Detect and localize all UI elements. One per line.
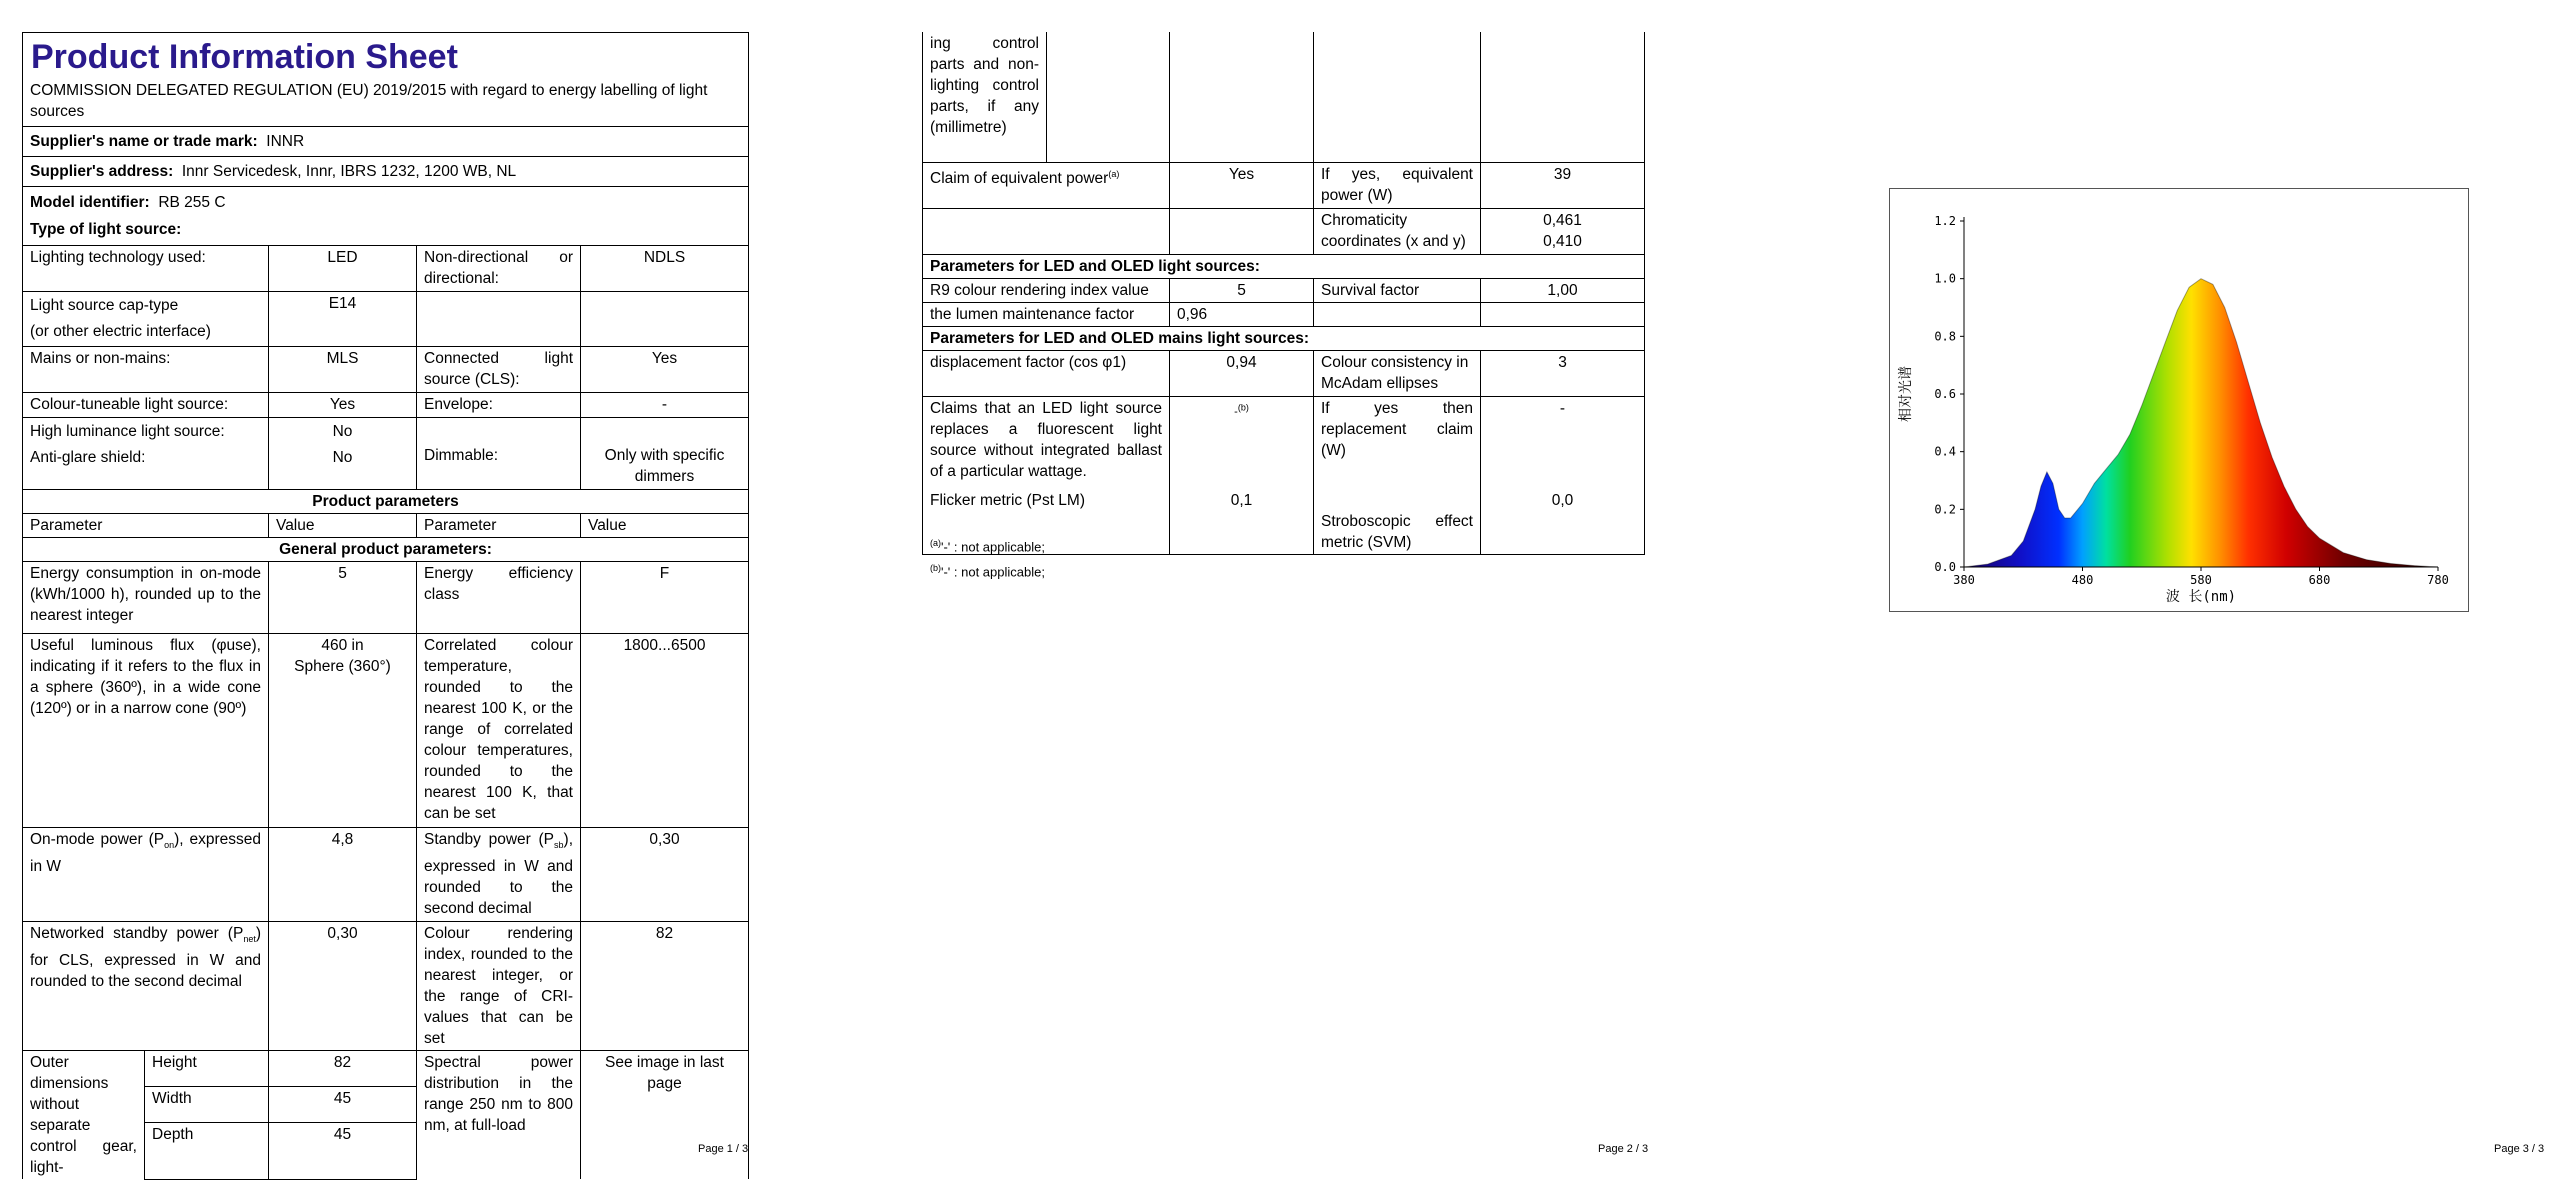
page-number-1: Page 1 / 3 xyxy=(698,1143,749,1155)
cls-label: Connected light source (CLS): xyxy=(417,347,581,393)
type-label: Type of light source: xyxy=(23,215,749,246)
outer-dimensions-label: Outer dimensions without separate control gear, light- xyxy=(23,1051,145,1180)
spectrum-area xyxy=(1964,279,2438,567)
spd-label: Spectral power distribution in the range 250 nm to 800 nm, at full-load xyxy=(417,1051,581,1180)
page-number-2: Page 2 / 3 xyxy=(1598,1143,1649,1155)
flicker-value: 0,1 xyxy=(1230,492,1253,510)
led-mains-params-heading: Parameters for LED and OLED mains light sources: xyxy=(923,326,1645,350)
standby-label-b: ), expressed in W and rounded to the second decimal xyxy=(424,831,573,918)
y-tick-label: 1.2 xyxy=(1934,214,1956,228)
luminous-flux-label: Useful luminous flux (φuse), indicating if it refers to the flux in a sphere (360º), in a wide cone (120º) or in a narrow cone (90º) xyxy=(23,634,269,828)
cap-value: E14 xyxy=(269,292,417,347)
claims-value: - xyxy=(1234,406,1238,419)
displacement-value: 0,94 xyxy=(1170,350,1314,396)
supplier-name: INNR xyxy=(266,133,305,150)
cct-value: 1800...6500 xyxy=(581,634,749,828)
supplier-address-label: Supplier's address: xyxy=(30,163,174,180)
y-tick-label: 0.6 xyxy=(1934,387,1956,401)
replacement-label: If yes then replacement claim (W) xyxy=(1321,399,1473,459)
page-number-3: Page 3 / 3 xyxy=(2494,1143,2545,1155)
envelope-label: Envelope: xyxy=(417,393,581,418)
mains-value: MLS xyxy=(269,347,417,393)
dimmable-value: Only with specific dimmers xyxy=(581,418,749,490)
footnote-a-text: '-' : not applicable; xyxy=(941,539,1045,555)
regulation-text: COMMISSION DELEGATED REGULATION (EU) 2019/2015 with regard to energy labelling of light sources xyxy=(23,79,749,127)
tuneable-label: Colour-tuneable light source: xyxy=(23,393,269,418)
spd-value: See image in last page xyxy=(581,1051,749,1180)
high-lum-value: No xyxy=(332,423,353,440)
netstandby-label-b: ) for CLS, expressed in W and rounded to the second decimal xyxy=(30,925,261,991)
x-axis-label: 波 长(nm) xyxy=(2165,589,2237,605)
col-parameter-2: Parameter xyxy=(417,514,581,538)
page-title: Product Information Sheet xyxy=(31,38,458,76)
consistency-label: Colour consistency in McAdam ellipses xyxy=(1314,350,1481,396)
chromaticity-label: Chromaticity coordinates (x and y) xyxy=(1314,208,1481,254)
supplier-name-label: Supplier's name or trade mark: xyxy=(30,133,258,150)
dimmable-label: Dimmable: xyxy=(417,418,581,490)
led-params-heading: Parameters for LED and OLED light sources: xyxy=(923,254,1645,278)
efficiency-class-label: Energy efficiency class xyxy=(417,562,581,634)
x-tick-label: 780 xyxy=(2427,573,2449,587)
flicker-label: Flicker metric (Pst LM) xyxy=(930,491,1085,509)
energy-consumption-label: Energy consumption in on-mode (kWh/1000 h), rounded up to the nearest integer xyxy=(23,562,269,634)
footnote-a-mark: (a) xyxy=(930,538,941,548)
efficiency-class-value: F xyxy=(581,562,749,634)
r9-label: R9 colour rendering index value xyxy=(923,278,1170,302)
equiv-power-claim-value: Yes xyxy=(1170,162,1314,208)
claims-sup: (b) xyxy=(1237,402,1249,413)
displacement-label: displacement factor (cos φ1) xyxy=(923,350,1170,396)
equiv-power-claim-label: Claim of equivalent power xyxy=(930,169,1109,187)
page-1 xyxy=(0,0,760,1176)
col-value-2: Value xyxy=(581,514,749,538)
footnote-a xyxy=(930,538,1045,554)
supplier-address: Innr Servicedesk, Innr, IBRS 1232, 1200 WB, NL xyxy=(181,163,517,180)
survival-value: 1,00 xyxy=(1481,278,1645,302)
onmode-label-b: ), expressed in W xyxy=(30,831,261,876)
lighting-tech-value: LED xyxy=(269,246,417,292)
standby-value: 0,30 xyxy=(581,828,749,922)
equiv-power-label: If yes, equivalent power (W) xyxy=(1314,162,1481,208)
equiv-power-claim-sup: (a) xyxy=(1108,168,1120,179)
depth-label: Depth xyxy=(145,1122,269,1179)
y-tick-label: 1.0 xyxy=(1934,271,1956,286)
footnote-b-mark: (b) xyxy=(930,563,941,573)
continued-label: ing control parts and non-lighting control parts, if any (millimetre) xyxy=(923,32,1047,162)
y-tick-label: 0.0 xyxy=(1934,560,1956,574)
y-tick-label: 0.4 xyxy=(1934,444,1956,459)
y-tick-label: 0.2 xyxy=(1934,502,1956,517)
page-2 xyxy=(900,0,1660,1170)
depth-value: 45 xyxy=(269,1122,417,1179)
col-parameter-1: Parameter xyxy=(23,514,269,538)
spectrum-chart xyxy=(1889,188,2469,612)
r9-value: 5 xyxy=(1170,278,1314,302)
cct-label: Correlated colour temperature, rounded to the nearest 100 K, or the range of correlated colour temperatures, rounded to the nearest 100 K, that can be set xyxy=(417,634,581,828)
onmode-label-a: On-mode power (P xyxy=(30,831,165,848)
onmode-sub: on xyxy=(164,840,175,851)
replacement-value: - xyxy=(1559,399,1566,417)
energy-consumption-value: 5 xyxy=(269,562,417,634)
chromaticity-y: 0,410 xyxy=(1543,232,1582,250)
x-tick-label: 380 xyxy=(1953,573,1975,587)
chromaticity-x: 0,461 xyxy=(1543,211,1582,229)
footnote-b xyxy=(930,563,1045,579)
col-value-1: Value xyxy=(269,514,417,538)
cls-value: Yes xyxy=(581,347,749,393)
strobo-label: Stroboscopic effect metric (SVM) xyxy=(1321,512,1473,551)
mains-label: Mains or non-mains: xyxy=(23,347,269,393)
cri-value: 82 xyxy=(581,922,749,1051)
netstandby-value: 0,30 xyxy=(269,922,417,1051)
x-tick-label: 580 xyxy=(2190,573,2212,587)
width-label: Width xyxy=(145,1086,269,1122)
standby-sub: sb xyxy=(554,840,564,851)
general-params-heading: General product parameters: xyxy=(23,538,749,562)
lumen-maint-value: 0,96 xyxy=(1170,302,1314,326)
lumen-maint-label: the lumen maintenance factor xyxy=(923,302,1170,326)
spectrum-chart-svg xyxy=(1890,189,2468,611)
info-table-page1 xyxy=(22,32,749,1180)
lighting-tech-label: Lighting technology used: xyxy=(23,246,269,292)
model-label: Model identifier: xyxy=(30,194,150,211)
standby-label-a: Standby power (P xyxy=(424,831,555,848)
netstandby-label-a: Networked standby power (P xyxy=(30,925,244,942)
high-lum-label: High luminance light source: xyxy=(30,423,225,440)
width-value: 45 xyxy=(269,1086,417,1122)
survival-label: Survival factor xyxy=(1314,278,1481,302)
onmode-value: 4,8 xyxy=(269,828,417,922)
directional-label: Non-directional or directional: xyxy=(417,246,581,292)
luminous-flux-value-2: Sphere (360°) xyxy=(294,658,391,675)
y-tick-label: 0.8 xyxy=(1934,329,1956,344)
product-params-heading: Product parameters xyxy=(23,490,749,514)
antiglare-label: Anti-glare shield: xyxy=(30,449,146,466)
luminous-flux-value: 460 in xyxy=(321,637,364,654)
equiv-power-value: 39 xyxy=(1481,162,1645,208)
cap-label: Light source cap-type xyxy=(30,297,179,314)
directional-value: NDLS xyxy=(581,246,749,292)
netstandby-sub: net xyxy=(243,934,256,945)
cap-label-2: (or other electric interface) xyxy=(30,323,211,340)
antiglare-value: No xyxy=(332,449,353,466)
cri-label: Colour rendering index, rounded to the nearest integer, or the range of CRI-values that can be set xyxy=(417,922,581,1051)
footnote-b-text: '-' : not applicable; xyxy=(941,564,1045,580)
x-tick-label: 680 xyxy=(2308,573,2331,587)
y-axis-label: 相对光谱 xyxy=(1898,366,1914,422)
height-value: 82 xyxy=(269,1051,417,1087)
model-identifier: RB 255 C xyxy=(158,194,226,211)
consistency-value: 3 xyxy=(1481,350,1645,396)
strobo-value: 0,0 xyxy=(1551,491,1574,509)
height-label: Height xyxy=(145,1051,269,1087)
envelope-value: - xyxy=(581,393,749,418)
claims-label: Claims that an LED light source replaces a fluorescent light source without integrated ballast of a particular wattage. xyxy=(930,399,1162,480)
x-tick-label: 480 xyxy=(2071,573,2094,587)
info-table-page2 xyxy=(922,32,1645,555)
tuneable-value: Yes xyxy=(269,393,417,418)
